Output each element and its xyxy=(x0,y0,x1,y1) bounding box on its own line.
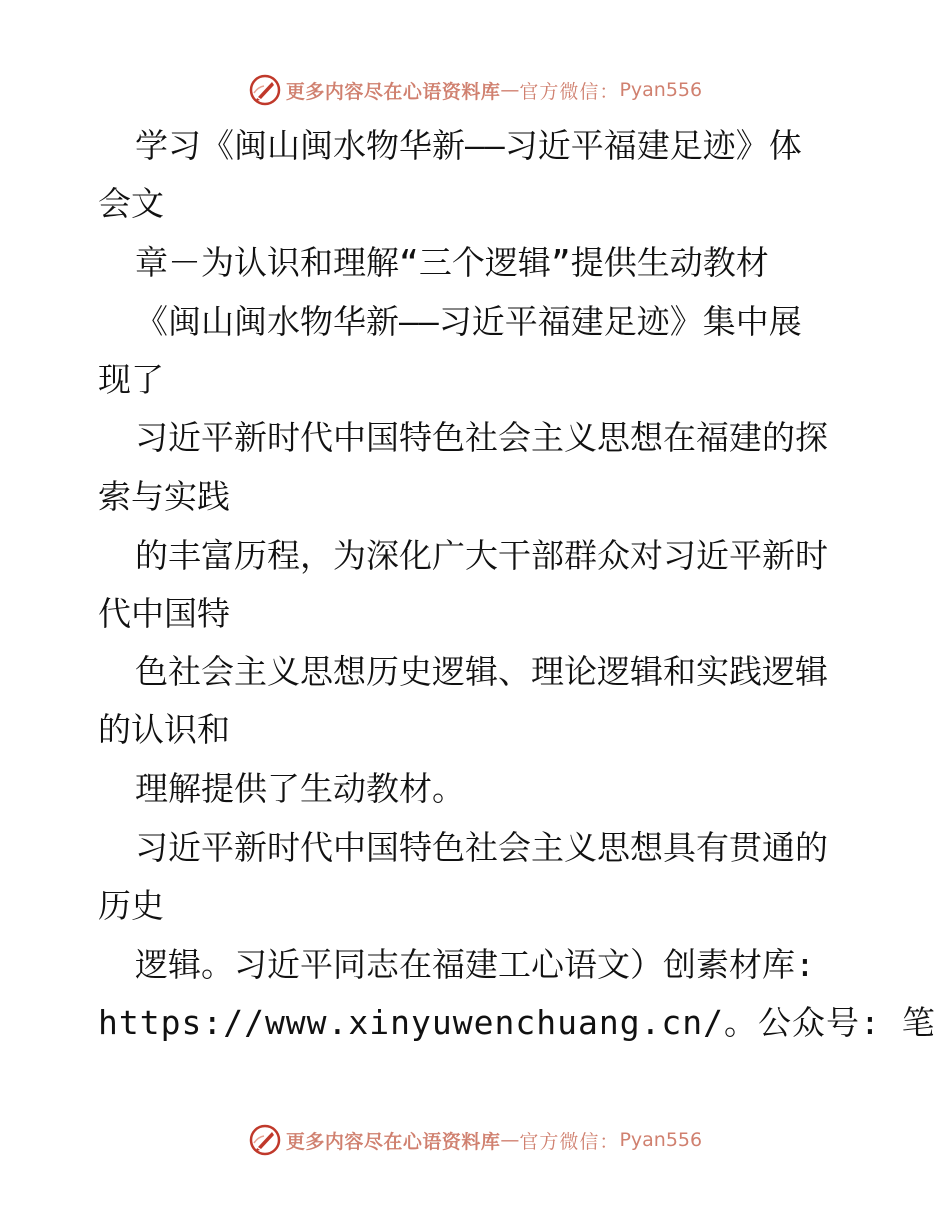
banner-wechat-id: Pyan556 xyxy=(619,79,703,101)
footer-banner xyxy=(0,1120,950,1160)
banner-main-text: 更多内容尽在心语资料库 xyxy=(285,1130,501,1153)
body-line: 理解提供了生动教材。 xyxy=(135,769,465,808)
brand-logo-icon xyxy=(248,1123,282,1157)
banner-wechat-id: Pyan556 xyxy=(619,1129,703,1151)
body-line: 习近平新时代中国特色社会主义思想具有贯通的 xyxy=(135,828,828,867)
body-line: 《闽山闽水物华新——习近平福建足迹》集中展 xyxy=(135,302,802,341)
banner-official-label: 官方微信 xyxy=(519,1130,600,1153)
body-line: 现了 xyxy=(98,360,164,399)
banner-official-label: 官方微信 xyxy=(519,80,600,103)
header-banner xyxy=(0,70,950,110)
body-line: 章－为认识和理解“三个逻辑”提供生动教材 xyxy=(135,243,769,282)
body-line-url: https://www.xinyuwenchuang.cn/。公众号: 笔 xyxy=(98,1003,936,1042)
body-line: 代中国特 xyxy=(98,594,230,633)
body-line: 逻辑。习近平同志在福建工心语文）创素材库: xyxy=(135,945,815,984)
body-line: 习近平新时代中国特色社会主义思想在福建的探 xyxy=(135,418,828,457)
body-line: 会文 xyxy=(98,184,164,223)
body-line: 的丰富历程，为深化广大干部群众对习近平新时 xyxy=(135,536,828,575)
brand-logo-icon xyxy=(248,73,282,107)
body-line: 色社会主义思想历史逻辑、理论逻辑和实践逻辑 xyxy=(135,652,828,691)
banner-colon: ： xyxy=(599,1130,620,1153)
body-line: 索与实践 xyxy=(98,477,230,516)
banner-dash: — xyxy=(500,79,520,101)
body-line: 学习《闽山闽水物华新——习近平福建足迹》体 xyxy=(135,126,802,165)
banner-dash: — xyxy=(500,1129,520,1151)
banner-colon: ： xyxy=(599,80,620,103)
banner-main-text: 更多内容尽在心语资料库 xyxy=(285,80,501,103)
body-line: 历史 xyxy=(98,886,164,925)
body-line: 的认识和 xyxy=(98,710,230,749)
